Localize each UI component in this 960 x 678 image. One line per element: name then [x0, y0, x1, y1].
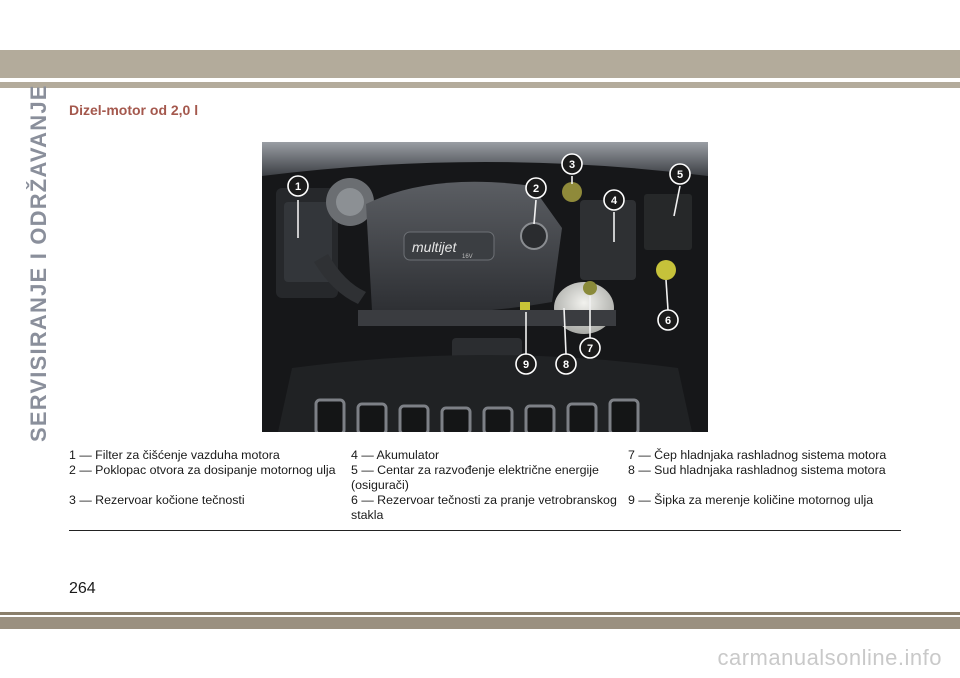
- legend-item-3: 3 — Rezervoar kočione tečnosti: [69, 493, 245, 507]
- callout-3: 3: [568, 159, 576, 171]
- header-band: [0, 50, 960, 78]
- callout-6: 6: [664, 315, 672, 327]
- legend-row: [69, 448, 901, 463]
- badge-subtext: 16V: [462, 254, 473, 260]
- watermark: carmanualsonline.info: [717, 645, 942, 670]
- engine-bay-photo: [262, 142, 708, 432]
- callout-5: 5: [676, 169, 684, 181]
- footer-line: [0, 612, 960, 615]
- callout-8: 8: [562, 359, 570, 371]
- callout-9: 9: [522, 359, 530, 371]
- footer-band: [0, 617, 960, 629]
- header-stripe: [0, 82, 960, 88]
- legend-item-1: 1 — Filter za čišćenje vazduha motora: [69, 448, 280, 462]
- side-chapter-title: SERVISIRANJE I ODRŽAVANJE: [26, 84, 51, 442]
- page-number: 264: [69, 580, 96, 597]
- legend-row: [69, 493, 901, 523]
- legend-item-5: 5 — Centar za razvođenje električne energije (osigurači): [351, 463, 599, 492]
- legend-item-6: 6 — Rezervoar tečnosti za pranje vetrobranskog stakla: [351, 493, 617, 522]
- badge-text: multijet: [412, 239, 457, 255]
- legend-item-7: 7 — Čep hladnjaka rashladnog sistema motora: [628, 448, 887, 462]
- callout-2: 2: [532, 183, 540, 195]
- callout-1: 1: [294, 181, 302, 193]
- legend-item-4: 4 — Akumulator: [351, 448, 440, 462]
- legend-item-9: 9 — Šipka za merenje količine motornog ulja: [628, 493, 874, 507]
- engine-bay-illustration: [262, 142, 708, 432]
- callout-4: 4: [610, 195, 618, 207]
- legend-row: [69, 463, 901, 493]
- section-title: Dizel-motor od 2,0 l: [69, 102, 199, 118]
- callout-7: 7: [586, 343, 594, 355]
- legend-divider: [69, 530, 901, 531]
- legend-item-2: 2 — Poklopac otvora za dosipanje motornog ulja: [69, 463, 336, 477]
- figure-legend: [69, 448, 901, 523]
- legend-item-8: 8 — Sud hladnjaka rashladnog sistema motora: [628, 463, 886, 477]
